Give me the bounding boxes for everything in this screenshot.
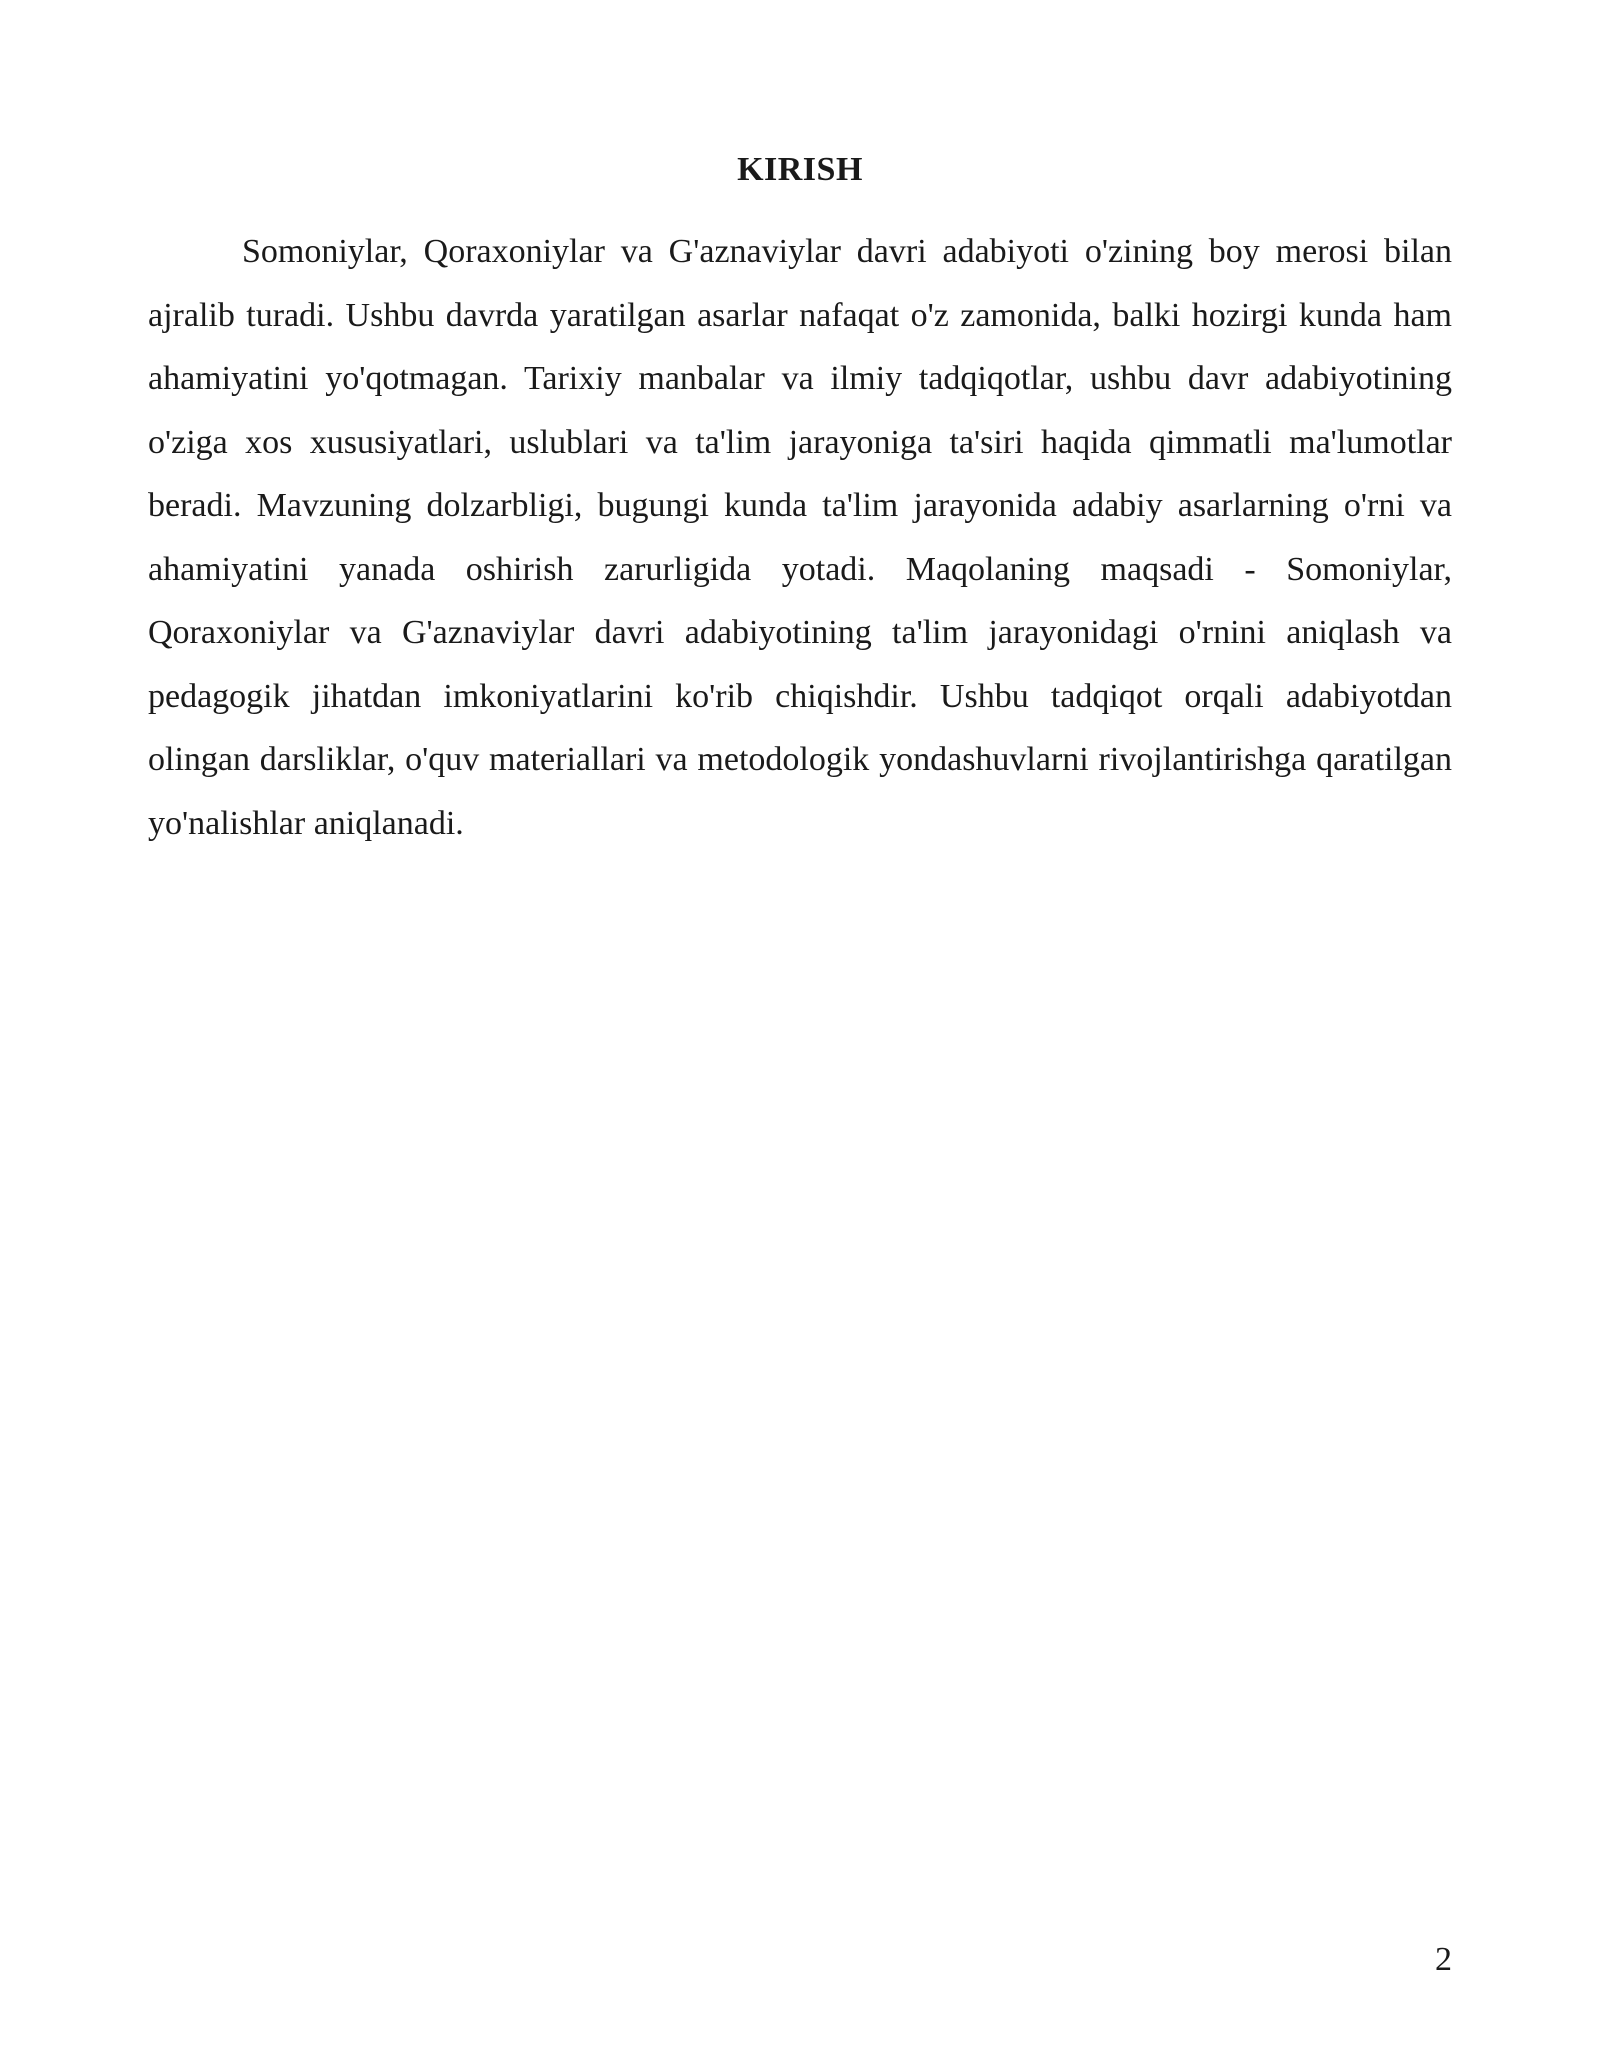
page-number: 2	[1435, 1941, 1452, 1978]
body-paragraph: Somoniylar, Qoraxoniylar va G'aznaviylar davri adabiyoti o'zining boy merosi bilan ajralib turadi. Ushbu davrda yaratilgan asarlar nafaqat o'z zamonida, balki hozirgi kunda ham ahamiyatini yo'qotmagan. Tarixiy manbalar va ilmiy tadqiqotlar, ushbu davr adabiyotining o'ziga xos xususiyatlari, uslublari va ta'lim jarayoniga ta'siri haqida qimmatli ma'lumotlar beradi. Mavzuning dolzarbligi, bugungi kunda ta'lim jarayonida adabiy asarlarning o'rni va ahamiyatini yanada oshirish zarurligida yotadi. Maqolaning maqsadi - Somoniylar, Qoraxoniylar va G'aznaviylar davri adabiyotining ta'lim jarayonidagi o'rnini aniqlash va pedagogik jihatdan imkoniyatlarini ko'rib chiqishdir. Ushbu tadqiqot orqali adabiyotdan olingan darsliklar, o'quv materiallari va metodologik yondashuvlarni rivojlantirishga qaratilgan yo'nalishlar aniqlanadi.	[148, 233, 1452, 842]
section-heading: KIRISH	[737, 151, 863, 188]
